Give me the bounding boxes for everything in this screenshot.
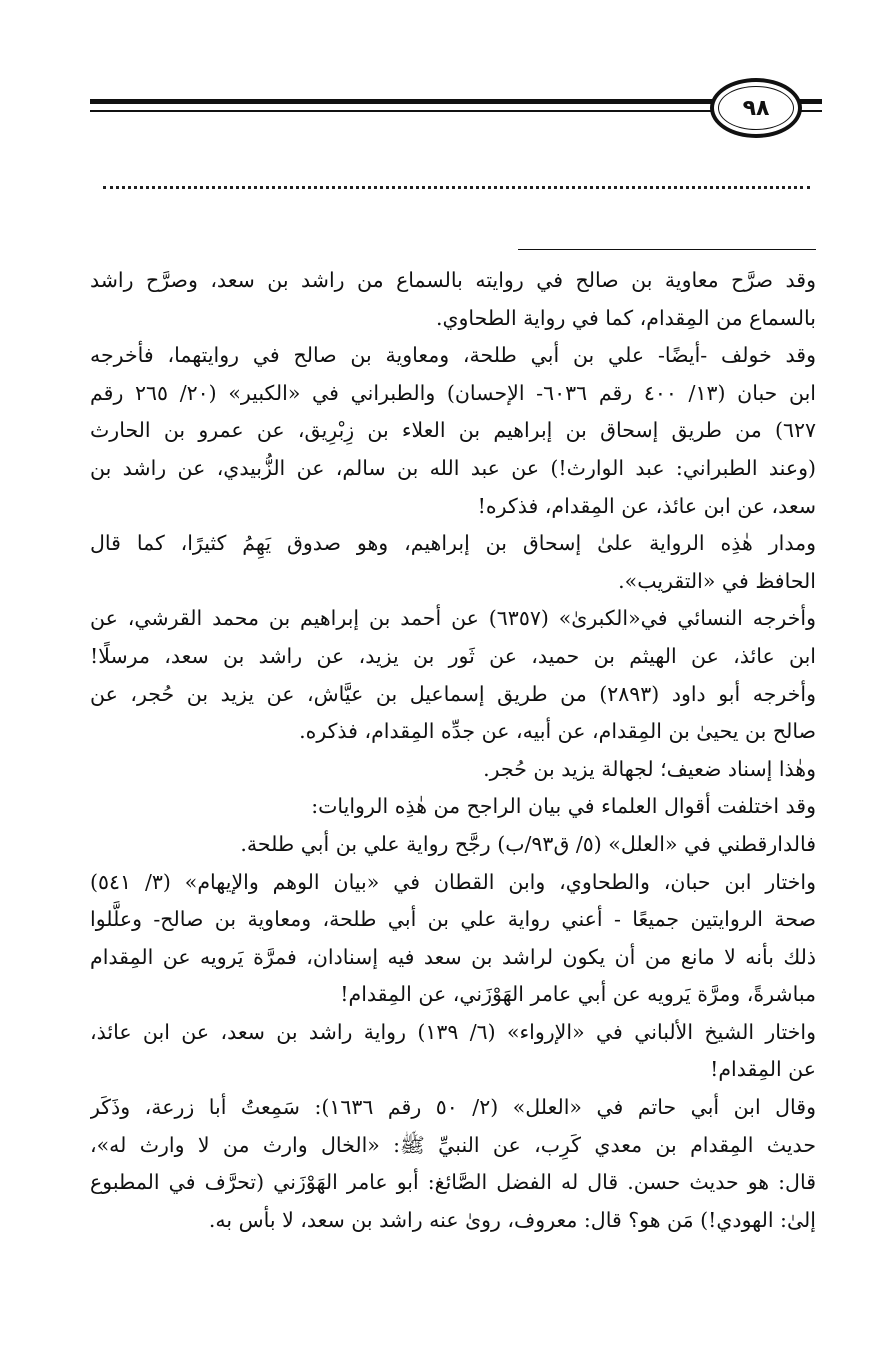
text-line: الحافظ في «التقريب». — [618, 568, 816, 593]
page-number: ٩٨ — [742, 95, 770, 121]
text-line: صالح بن يحيىٰ بن المِقدام، عن أبيه، عن جدِّه المِقدام، فذكره. — [299, 719, 816, 744]
text-line: صحة الروايتين جميعًا - أعني رواية علي بن أبي طلحة، ومعاوية بن صالح- وعلَّلوا — [90, 907, 816, 932]
text-line: عن المِقدام! — [710, 1057, 816, 1082]
header-rule-right-thin — [800, 110, 822, 112]
page-number-frame — [710, 78, 802, 138]
text-line: وهٰذا إسناد ضعيف؛ لجهالة يزيد بن حُجر. — [483, 756, 816, 781]
footnote-separator-rule — [518, 249, 816, 250]
header-rule-thick — [90, 99, 720, 104]
text-line: ذلك بأنه لا مانع من أن يكون لراشد بن سعد فيه إسنادان، فمرَّة يَرويه عن المِقدام — [90, 944, 816, 969]
text-line: وقال ابن أبي حاتم في «العلل» (٢/ ٥٠ رقم ١٦٣٦): سَمِعتُ أبا زرعة، وذَكَر — [90, 1095, 816, 1120]
text-line: وأخرجه النسائي في«الكبرىٰ» (٦٣٥٧) عن أحمد بن إبراهيم بن محمد القرشي، عن — [90, 606, 816, 631]
text-line: سعد، عن ابن عائذ، عن المِقدام، فذكره! — [477, 493, 816, 518]
text-line: ٦٢٧) من طريق إسحاق بن إبراهيم بن العلاء بن زِبْرِيق، عن عمرو بن الحارث — [90, 418, 816, 443]
header-rule-right-thick — [800, 99, 822, 104]
text-line: قال: هو حديث حسن. قال له الفضل الصَّائغ: أبو عامر الهَوْزَني (تحرَّف في المطبوع — [90, 1170, 816, 1195]
text-line: ابن حبان (١٣/ ٤٠٠ رقم ٦٠٣٦- الإحسان) والطبراني في «الكبير» (٢٠/ ٢٦٥ رقم — [90, 380, 816, 405]
text-line: فالدارقطني في «العلل» (٥/ ق٩٣/ب) رجَّح رواية علي بن أبي طلحة. — [240, 831, 816, 856]
text-line: وقد خولف -أيضًا- علي بن أبي طلحة، ومعاوية بن صالح في روايتهما، فأخرجه — [90, 343, 816, 368]
text-line: (وعند الطبراني: عبد الوارث!) عن عبد الله بن سالم، عن الزُّبيدي، عن راشد بن — [90, 455, 816, 480]
text-line: بالسماع من المِقدام، كما في رواية الطحاوي. — [435, 305, 816, 330]
text-line: وقد صرَّح معاوية بن صالح في روايته بالسماع من راشد بن سعد، وصرَّح راشد — [90, 268, 816, 292]
text-line: مباشرةً، ومرَّة يَرويه عن أبي عامر الهَوْزَني، عن المِقدام! — [340, 982, 816, 1007]
text-line: ابن عائذ، عن الهيثم بن حميد، عن ثَور بن يزيد، عن راشد بن سعد، مرسلًا! — [90, 643, 816, 668]
header-rule-thin — [90, 110, 720, 112]
text-line: ومدار هٰذِه الرواية علىٰ إسحاق بن إبراهيم، وهو صدوق يَهِمُ كثيرًا، كما قال — [90, 531, 816, 556]
text-line: إلىٰ: الهودي!) مَن هو؟ قال: معروف، روىٰ عنه راشد بن سعد، لا بأس به. — [208, 1207, 816, 1232]
text-line: واختار ابن حبان، والطحاوي، وابن القطان في «بيان الوهم والإيهام» (٣/ ٥٤١) — [90, 869, 816, 894]
text-line: واختار الشيخ الألباني في «الإرواء» (٦/ ١٣٩) رواية راشد بن سعد، عن ابن عائذ، — [90, 1019, 816, 1044]
text-line: حديث المِقدام بن معدي كَرِب، عن النبيِّ ﷺ: «الخال وارث من لا وارث له»، — [90, 1132, 816, 1157]
text-line: وقد اختلفت أقوال العلماء في بيان الراجح من هٰذِه الروايات: — [311, 794, 816, 819]
footnote-body — [90, 262, 816, 1302]
dotted-separator — [103, 176, 810, 189]
text-line: وأخرجه أبو داود (٢٨٩٣) من طريق إسماعيل بن عيَّاش، عن يزيد بن حُجر، عن — [90, 681, 816, 706]
page-header — [0, 0, 879, 200]
